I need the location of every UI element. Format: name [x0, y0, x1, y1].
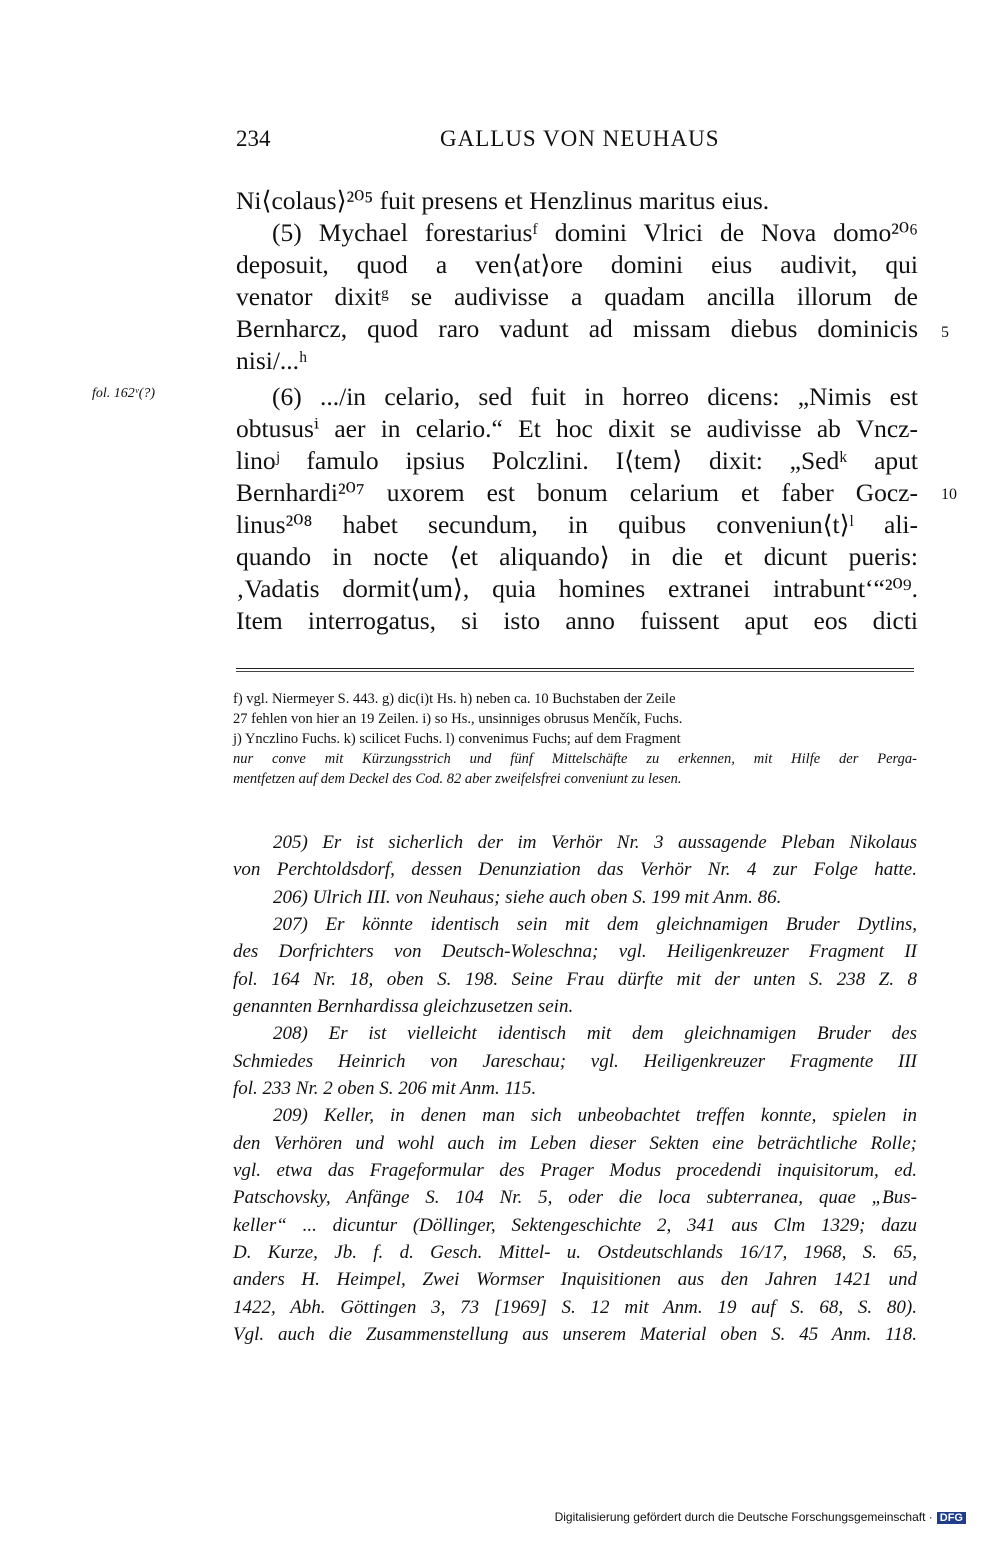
text-line: quando in nocte ⟨et aliquando⟩ in die et dicunt pueris:: [236, 542, 918, 571]
line-number: 5: [941, 324, 949, 341]
digitization-credit: [555, 1510, 966, 1524]
text-line: obtususⁱ aer in celario.“ Et hoc dixit se audivisse ab Vncz-: [236, 414, 918, 443]
folio-margin-note: fol. 162ᵛ(?): [92, 386, 156, 401]
note-line: 205) Er ist sicherlich der im Verhör Nr. 3 aussagende Pleban Nikolaus: [273, 832, 917, 853]
note-line: Schmiedes Heinrich von Jareschau; vgl. Heiligenkreuzer Fragmente III: [233, 1051, 917, 1072]
footnote-line: 27 fehlen von hier an 19 Zeilen. i) so Hs., unsinniges obrusus Menčík, Fuchs.: [233, 711, 683, 727]
footnote-rule: [236, 668, 914, 669]
text-line: venator dixitᵍ se audivisse a quadam ancilla illorum de: [236, 282, 918, 311]
credit-text: Digitalisierung gefördert durch die Deutsche Forschungsgemeinschaft ·: [554, 1510, 933, 1524]
text-line: (5) Mychael forestariusᶠ domini Vlrici de Nova domo²⁰⁶: [272, 218, 918, 247]
text-line: linus²⁰⁸ habet secundum, in quibus conveniun⟨t⟩ˡ ali-: [236, 510, 918, 539]
footnote-line: f) vgl. Niermeyer S. 443. g) dic(i)t Hs. h) neben ca. 10 Buchstaben der Zeile: [233, 691, 676, 707]
text-line: Bernhardi²⁰⁷ uxorem est bonum celarium et faber Gocz-: [236, 478, 918, 507]
text-line: Item interrogatus, si isto anno fuissent aput eos dicti: [236, 606, 918, 635]
note-line: Vgl. auch die Zusammenstellung aus unserem Material oben S. 45 Anm. 118.: [233, 1324, 917, 1345]
note-line: genannten Bernhardissa gleichzusetzen sein.: [233, 996, 574, 1017]
text-line: deposuit, quod a ven⟨at⟩ore domini eius audivit, qui: [236, 250, 918, 279]
note-line: anders H. Heimpel, Zwei Wormser Inquisitionen aus den Jahren 1421 und: [233, 1269, 917, 1290]
page-number: 234: [236, 126, 271, 151]
text-line: Bernharcz, quod raro vadunt ad missam diebus dominicis: [236, 314, 918, 343]
note-line: 206) Ulrich III. von Neuhaus; siehe auch oben S. 199 mit Anm. 86.: [273, 887, 782, 908]
note-line: von Perchtoldsdorf, dessen Denunziation das Verhör Nr. 4 zur Folge hatte.: [233, 859, 917, 880]
text-line: linoʲ famulo ipsius Polczlini. I⟨tem⟩ dixit: „Sedᵏ aput: [236, 446, 918, 475]
footnote-rule: [236, 671, 914, 672]
text-line: Ni⟨colaus⟩²⁰⁵ fuit presens et Henzlinus maritus eius.: [236, 186, 770, 215]
note-line: Patschovsky, Anfänge S. 104 Nr. 5, oder die loca subterranea, quae „Bus-: [233, 1187, 917, 1208]
note-line: 208) Er ist vielleicht identisch mit dem gleichnamigen Bruder des: [273, 1023, 917, 1044]
note-line: fol. 164 Nr. 18, oben S. 198. Seine Frau dürfte mit der unten S. 238 Z. 8: [233, 969, 917, 990]
note-line: keller“ ... dicuntur (Döllinger, Sektengeschichte 2, 341 aus Clm 1329; dazu: [233, 1215, 917, 1236]
text-line: (6) .../in celario, sed fuit in horreo dicens: „Nimis est: [272, 382, 918, 411]
note-line: 209) Keller, in denen man sich unbeobachtet treffen konnte, spielen in: [273, 1105, 917, 1126]
note-line: fol. 233 Nr. 2 oben S. 206 mit Anm. 115.: [233, 1078, 537, 1099]
dfg-logo: DFG: [937, 1512, 966, 1524]
note-line: 1422, Abh. Göttingen 3, 73 [1969] S. 12 mit Anm. 19 auf S. 68, S. 80).: [233, 1297, 917, 1318]
footnote-line: mentfetzen auf dem Deckel des Cod. 82 aber zweifelsfrei conveniunt zu lesen.: [233, 771, 682, 787]
footnote-line: nur conve mit Kürzungsstrich und fünf Mittelschäfte zu erkennen, mit Hilfe der Perga-: [233, 751, 917, 767]
footnote-line: j) Ynczlino Fuchs. k) scilicet Fuchs. l) convenimus Fuchs; auf dem Fragment: [233, 731, 681, 747]
note-line: vgl. etwa das Frageformular des Prager Modus procedendi inquisitorum, ed.: [233, 1160, 917, 1181]
text-line: ‚Vadatis dormit⟨um⟩, quia homines extranei intrabunt‘“²⁰⁹.: [236, 574, 918, 603]
note-line: den Verhören und wohl auch im Leben dieser Sekten eine beträchtliche Rolle;: [233, 1133, 917, 1154]
running-title: GALLUS VON NEUHAUS: [440, 126, 720, 151]
text-line: nisi/...ʰ: [236, 346, 308, 375]
note-line: D. Kurze, Jb. f. d. Gesch. Mittel- u. Ostdeutschlands 16/17, 1968, S. 65,: [233, 1242, 917, 1263]
line-number: 10: [941, 486, 957, 503]
note-line: des Dorfrichters von Deutsch-Woleschna; vgl. Heiligenkreuzer Fragment II: [233, 941, 917, 962]
note-line: 207) Er könnte identisch sein mit dem gleichnamigen Bruder Dytlins,: [273, 914, 917, 935]
